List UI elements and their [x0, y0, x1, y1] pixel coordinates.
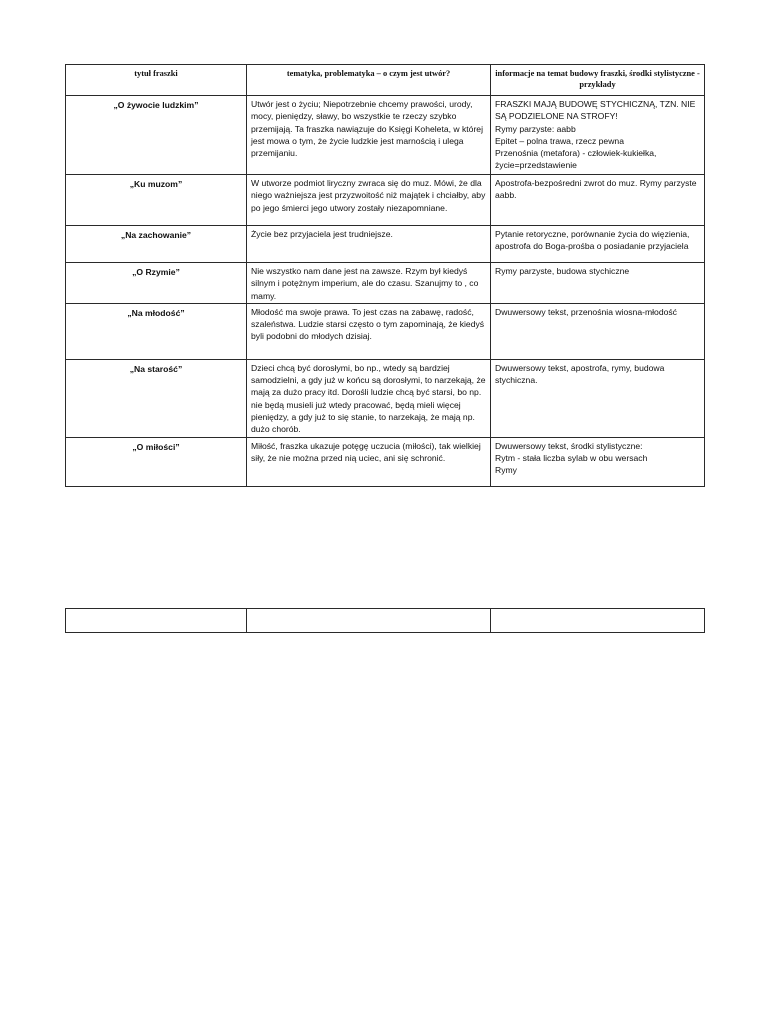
table-row	[66, 175, 705, 226]
empty-cell	[491, 609, 705, 633]
header-structure: informacje na temat budowy fraszki, środki stylistyczne - przykłady	[491, 65, 705, 96]
empty-cell	[247, 609, 491, 633]
row-structure: Pytanie retoryczne, porównanie życia do więzienia, apostrofa do Boga-prośba o posiadanie przyjaciela	[491, 226, 705, 263]
empty-cell	[66, 609, 247, 633]
row-title: „O Rzymie”	[66, 263, 247, 304]
row-structure: Dwuwersowy tekst, środki stylistyczne: Rytm - stała liczba sylab w obu wersach Rymy	[491, 437, 705, 486]
header-row	[66, 65, 705, 96]
row-structure: Apostrofa-bezpośredni zwrot do muz. Rymy parzyste aabb.	[491, 175, 705, 226]
row-structure: Dwuwersowy tekst, przenośnia wiosna-młodość	[491, 303, 705, 359]
empty-table	[65, 608, 705, 633]
row-theme: Miłość, fraszka ukazuje potęgę uczucia (miłości), tak wielkiej siły, że nie można przed nią uciec, ani się schronić.	[247, 437, 491, 486]
row-structure: Rymy parzyste, budowa stychiczne	[491, 263, 705, 304]
empty-row	[66, 609, 705, 633]
header-theme: tematyka, problematyka – o czym jest utwór?	[247, 65, 491, 96]
row-structure: Dwuwersowy tekst, apostrofa, rymy, budowa stychiczna.	[491, 359, 705, 437]
row-title: „O żywocie ludzkim”	[66, 96, 247, 175]
row-title: „Na młodość”	[66, 303, 247, 359]
row-theme: Dzieci chcą być dorosłymi, bo np., wtedy są bardziej samodzielni, a gdy już w końcu są dorosłymi, to narzekają, że mają za dużo pracy itd. Dorośli ludzie chcą być starsi, bo np. nie będą musieli już wtedy pracować, będą mieli więcej pieniędzy, a gdy już to się stanie, to narzekają, że mają np. dużo chorób.	[247, 359, 491, 437]
row-theme: Młodość ma swoje prawa. To jest czas na zabawę, radość, szaleństwa. Ludzie starsi często o tym zapominają, że kiedyś byli podobni do młodych dzisiaj.	[247, 303, 491, 359]
row-theme: Utwór jest o życiu; Niepotrzebnie chcemy prawości, urody, mocy, pieniędzy, sławy, bo wszystkie te rzeczy szybko przemijają. Ta fraszka nawiązuje do Księgi Koheleta, w której jest mowa o tym, że życie ludzkie jest marnością i ulega przemijaniu.	[247, 96, 491, 175]
table-row	[66, 303, 705, 359]
header-title: tytuł fraszki	[66, 65, 247, 96]
row-theme: Nie wszystko nam dane jest na zawsze. Rzym był kiedyś silnym i potężnym imperium, ale do czasu. Szanujmy to , co mamy.	[247, 263, 491, 304]
table-row	[66, 437, 705, 486]
table-row	[66, 263, 705, 304]
row-title: „Na zachowanie”	[66, 226, 247, 263]
table-row	[66, 226, 705, 263]
row-structure: FRASZKI MAJĄ BUDOWĘ STYCHICZNĄ, TZN. NIE SĄ PODZIELONE NA STROFY! Rymy parzyste: aabb Epitet – polna trawa, rzecz pewna Przenośnia (metafora) - człowiek-kukiełka, życie=przedstawienie	[491, 96, 705, 175]
row-theme: Życie bez przyjaciela jest trudniejsze.	[247, 226, 491, 263]
table-row	[66, 359, 705, 437]
row-title: „O miłości”	[66, 437, 247, 486]
row-title: „Na starość”	[66, 359, 247, 437]
row-theme: W utworze podmiot liryczny zwraca się do muz. Mówi, że dla niego ważniejsza jest przyzwoitość niż majątek i chciałby, aby po jego śmierci jego utwory zostały niezapomniane.	[247, 175, 491, 226]
row-title: „Ku muzom”	[66, 175, 247, 226]
table-row	[66, 96, 705, 175]
fraszki-table	[65, 64, 705, 487]
